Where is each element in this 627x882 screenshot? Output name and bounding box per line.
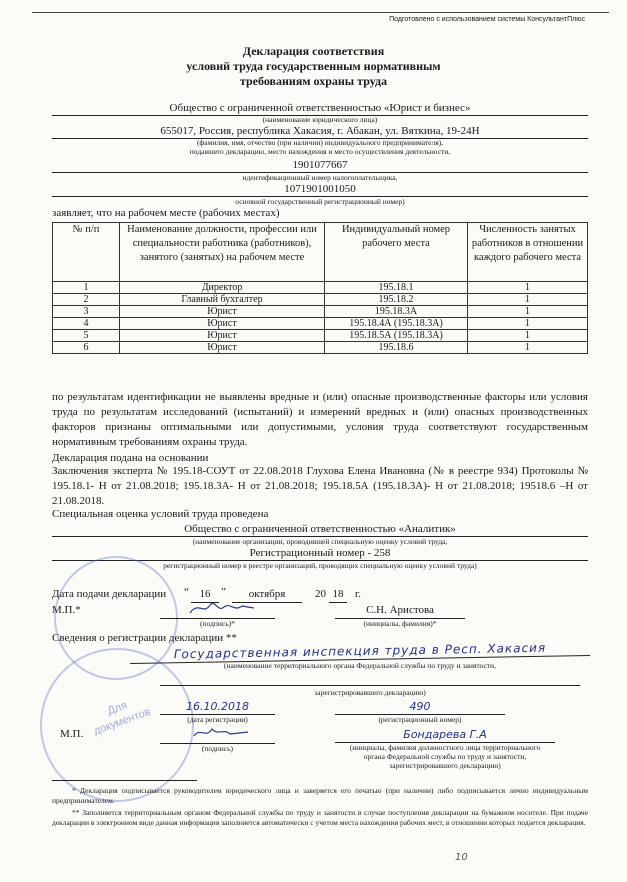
registration-date: 16.10.2018 bbox=[160, 700, 275, 715]
document-title bbox=[0, 44, 627, 89]
table-row bbox=[53, 330, 588, 342]
cell-position: Юрист bbox=[120, 318, 325, 330]
registration-organ: Государственная инспекция труда в Респ. Хакасия bbox=[130, 640, 590, 664]
initials-caption: (инициалы, фамилия)* bbox=[363, 619, 437, 628]
col-header-headcount: Численность занятых работников в отношении каждого рабочего места bbox=[468, 223, 588, 282]
cell-headcount: 1 bbox=[468, 318, 588, 330]
title-line: требованиям охраны труда bbox=[239, 74, 388, 88]
col-header-workplace-id: Индивидуальный номер рабочего места bbox=[325, 223, 468, 282]
cell-headcount: 1 bbox=[468, 306, 588, 318]
official-name: Бондарева Г.А bbox=[335, 728, 555, 743]
table-row bbox=[53, 342, 588, 354]
assessment-heading: Специальная оценка условий труда проведена bbox=[52, 508, 269, 520]
official-signature-line bbox=[160, 730, 275, 744]
employer-name: Общество с ограниченной ответственностью «Юрист и бизнес» bbox=[52, 102, 588, 116]
assessment-org: Общество с ограниченной ответственностью «Аналитик» bbox=[52, 523, 588, 537]
table-row bbox=[53, 306, 588, 318]
cell-headcount: 1 bbox=[468, 294, 588, 306]
title-line: Декларация соответствия bbox=[242, 44, 385, 58]
table-row bbox=[53, 294, 588, 306]
number-caption: (регистрационный номер) bbox=[378, 715, 462, 724]
sign-caption: (подпись) bbox=[201, 744, 234, 753]
declares-text: заявляет, что на рабочем месте (рабочих местах) bbox=[52, 207, 280, 219]
employer-address: 655017, Россия, республика Хакасия, г. Абакан, ул. Вяткина, 19-24Н bbox=[52, 125, 588, 139]
inn-caption: идентификационный номер налогоплательщика, bbox=[242, 173, 398, 182]
quote-mark: “ bbox=[184, 586, 189, 598]
cell-number: 2 bbox=[53, 294, 120, 306]
basis-text: Заключения эксперта № 195.18-СОУТ от 22.08.2018 Глухова Елена Ивановна (№ в реестре 934) Протоколы № 195.18.1- Н от 21.08.2018; 195.18.3А- Н от 21.08.2018; 195.18.5А (195.18.3А)- Н от 21.08.2018; 19518.6 –Н от 21.08.2018. bbox=[52, 465, 588, 507]
date-caption: (дата регистрации) bbox=[187, 715, 248, 724]
official-caption: зарегистрировавшего декларацию) bbox=[389, 761, 501, 770]
basis-heading: Декларация подана на основании bbox=[52, 452, 209, 464]
submission-year-end: г. bbox=[355, 588, 362, 600]
cell-position: Юрист bbox=[120, 342, 325, 354]
submission-label: Дата подачи декларации bbox=[52, 588, 167, 600]
results-paragraph: по результатам идентификации не выявлены вредные и (или) опасные производственные факторы или условия труда по результатам исследований (испытаний) и измерений вредных и (или) опасных производственных факторов признаны оптимальными или допустимыми, условия труда соответствуют государственным нормативным требованиям охраны труда. bbox=[52, 391, 588, 448]
sign-caption: (подпись)* bbox=[200, 619, 235, 628]
page-mark: 10 bbox=[455, 852, 468, 863]
submission-day: 16 bbox=[191, 588, 219, 603]
cell-number: 6 bbox=[53, 342, 120, 354]
header-rule bbox=[32, 12, 609, 13]
cell-number: 1 bbox=[53, 282, 120, 294]
signer-name: С.Н. Аристова bbox=[335, 604, 465, 619]
cell-workplace-id: 195.18.2 bbox=[325, 294, 468, 306]
cell-number: 5 bbox=[53, 330, 120, 342]
organ-caption: (наименование территориального органа Федеральной службы по труду и занятости, bbox=[224, 661, 496, 670]
submission-year-prefix: 20 bbox=[315, 588, 326, 600]
official-caption: органа Федеральной службы по труду и занятости, bbox=[363, 752, 527, 761]
assessment-reg-caption: регистрационный номер в реестре организаций, проводящих специальную оценку условий труда) bbox=[163, 561, 477, 570]
employer-name-caption: (наименование юридического лица) bbox=[262, 115, 378, 124]
source-note: Подготовлено с использованием системы КонсультантПлюс bbox=[389, 16, 585, 23]
registration-heading: Сведения о регистрации декларации ** bbox=[52, 632, 237, 644]
cell-position: Главный бухгалтер bbox=[120, 294, 325, 306]
mp-label-registration: М.П. bbox=[60, 728, 84, 740]
table-header-row bbox=[53, 223, 588, 282]
assessment-reg-number: Регистрационный номер - 258 bbox=[52, 547, 588, 561]
cell-number: 4 bbox=[53, 318, 120, 330]
organ-second-line bbox=[160, 685, 580, 686]
footnote-1: * Декларация подписывается руководителем юридического лица и заверяется его печатью (при наличии) либо подписывается лично индивидуальным предпринимателем. bbox=[52, 786, 588, 805]
cell-headcount: 1 bbox=[468, 330, 588, 342]
signature-line bbox=[160, 605, 275, 619]
organ-caption: зарегистрировавшего декларацию) bbox=[314, 688, 426, 697]
cell-number: 3 bbox=[53, 306, 120, 318]
employer-inn: 1901077667 bbox=[52, 159, 588, 173]
registration-number: 490 bbox=[335, 700, 505, 715]
title-line: условий труда государственным нормативным bbox=[186, 59, 441, 73]
cell-position: Юрист bbox=[120, 330, 325, 342]
workplaces-table bbox=[52, 222, 588, 354]
quote-mark: ” bbox=[221, 586, 226, 598]
cell-position: Директор bbox=[120, 282, 325, 294]
ogrn-caption: основной государственный регистрационный номер) bbox=[235, 197, 405, 206]
cell-workplace-id: 195.18.4А (195.18.3А) bbox=[325, 318, 468, 330]
cell-workplace-id: 195.18.5А (195.18.3А) bbox=[325, 330, 468, 342]
mp-label: М.П.* bbox=[52, 604, 81, 616]
col-header-position: Наименование должности, профессии или специальности работника (работников), занятого (занятых) на рабочем месте bbox=[120, 223, 325, 282]
submission-month: октября bbox=[232, 588, 302, 603]
assessment-org-caption: (наименование организации, проводившей специальную оценку условий труда, bbox=[192, 537, 448, 546]
cell-headcount: 1 bbox=[468, 282, 588, 294]
cell-position: Юрист bbox=[120, 306, 325, 318]
official-caption: (инициалы, фамилия должностного лица территориального bbox=[349, 743, 541, 752]
table-row bbox=[53, 282, 588, 294]
cell-workplace-id: 195.18.3А bbox=[325, 306, 468, 318]
signature-scribble bbox=[160, 724, 275, 742]
footnote-rule bbox=[52, 780, 197, 781]
cell-headcount: 1 bbox=[468, 342, 588, 354]
table-row bbox=[53, 318, 588, 330]
col-header-number: № п/п bbox=[53, 223, 120, 282]
cell-workplace-id: 195.18.6 bbox=[325, 342, 468, 354]
cell-workplace-id: 195.18.1 bbox=[325, 282, 468, 294]
footnote-2: ** Заполняется территориальным органом Федеральной службы по труду и занятости в случае поступления декларации на бумажном носителе. При подаче декларации в электронном виде данная информация заполняется автоматически с учетом места нахождения рабочих мест, в отношении которых подается декларация. bbox=[52, 808, 588, 827]
signature-scribble bbox=[160, 599, 275, 617]
employer-ogrn: 1071901001050 bbox=[52, 183, 588, 197]
stamp-text: Для документов bbox=[92, 699, 153, 738]
submission-year-suffix: 18 bbox=[329, 588, 347, 603]
address-caption: (фамилия, имя, отчество (при наличии) индивидуального предпринимателя), bbox=[196, 138, 444, 147]
address-caption: подавшего декларацию, место нахождения и место осуществления деятельности, bbox=[189, 147, 451, 156]
